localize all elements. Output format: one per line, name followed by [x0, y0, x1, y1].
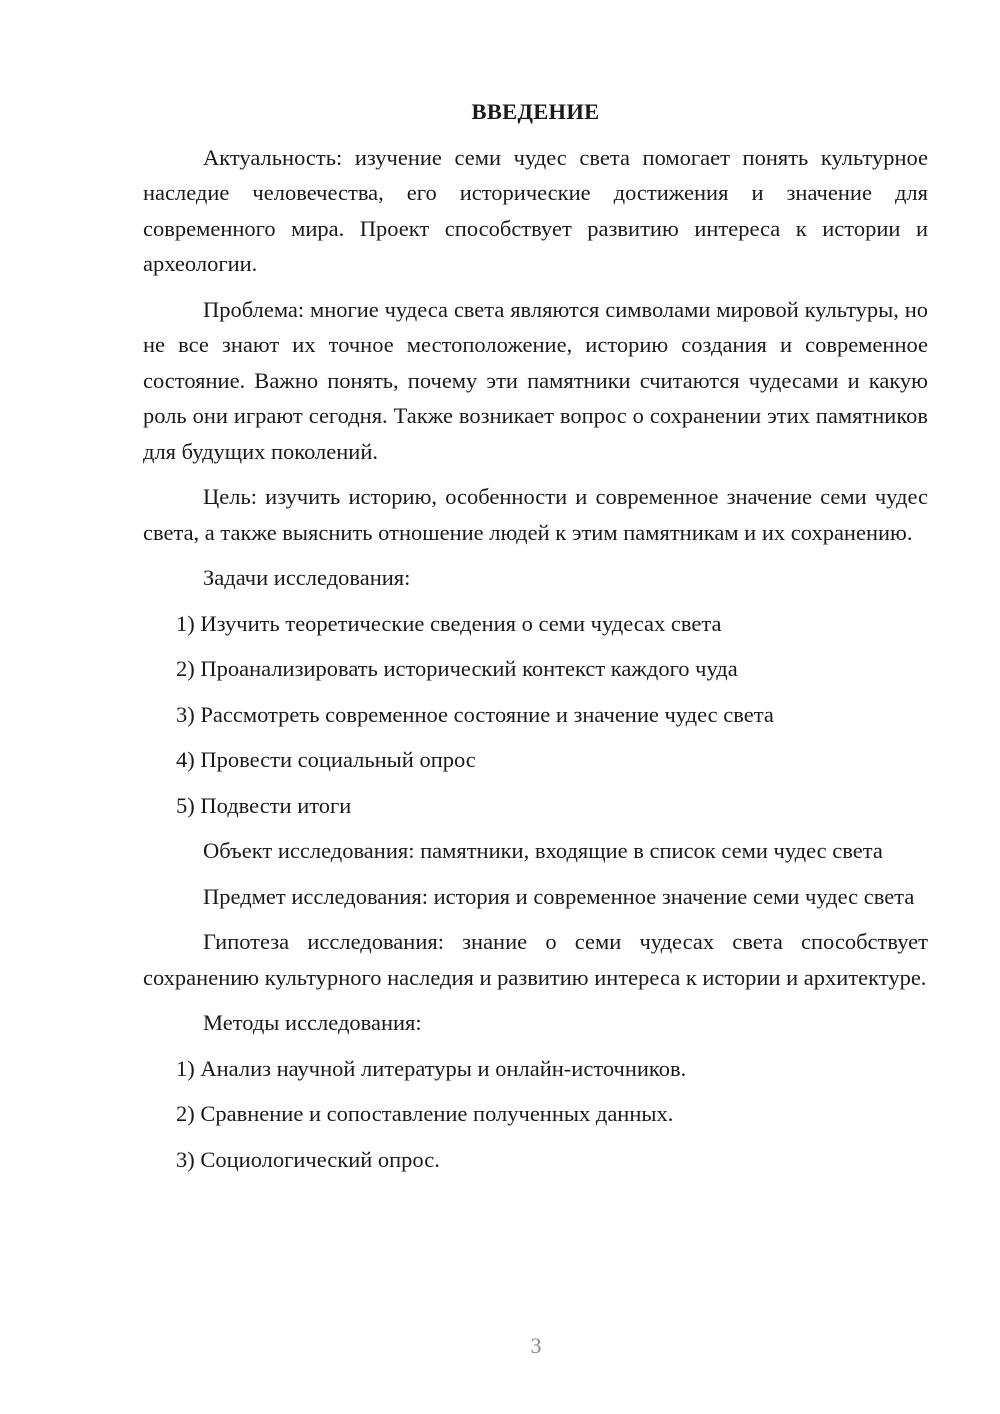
list-item: 2) Сравнение и сопоставление полученных данных. — [176, 1101, 674, 1126]
list-item: 4) Провести социальный опрос — [176, 747, 476, 772]
subject-paragraph: Предмет исследования: история и современное значение семи чудес света — [203, 883, 915, 909]
list-item: 5) Подвести итоги — [176, 792, 352, 818]
list-item: 1) Изучить теоретические сведения о семи чудесах света — [176, 610, 722, 636]
tasks-list — [143, 606, 928, 824]
page-content — [143, 94, 928, 1187]
list-item: 3) Социологический опрос. — [176, 1146, 440, 1172]
methods-list — [143, 1051, 928, 1178]
page-number: 3 — [530, 1333, 542, 1358]
object-paragraph: Объект исследования: памятники, входящие в список семи чудес света — [203, 838, 883, 863]
hypothesis-paragraph: Гипотеза исследования: знание о семи чудесах света способствует сохранению культурного наследия и развитию интереса к истории и архитектуре. — [143, 929, 928, 990]
section-title: ВВЕДЕНИЕ — [471, 99, 600, 124]
list-item: 3) Рассмотреть современное состояние и значение чудес света — [176, 701, 774, 727]
tasks-heading: Задачи исследования: — [203, 565, 411, 590]
list-item: 2) Проанализировать исторический контекст каждого чуда — [176, 656, 738, 681]
list-item: 1) Анализ научной литературы и онлайн-источников. — [176, 1055, 687, 1081]
goal-paragraph: Цель: изучить историю, особенности и современное значение семи чудес света, а также выяснить отношение людей к этим памятникам и их сохранению. — [143, 484, 928, 545]
problem-paragraph: Проблема: многие чудеса света являются символами мировой культуры, но не все знают их точное местоположение, историю создания и современное состояние. Важно понять, почему эти памятники считаются чудесами и какую роль они играют сегодня. Также возникает вопрос о сохранении этих памятников для будущих поколений. — [143, 296, 928, 464]
methods-heading: Методы исследования: — [203, 1010, 422, 1035]
relevance-paragraph: Актуальность: изучение семи чудес света помогает понять культурное наследие человечества, его исторические достижения и значение для современного мира. Проект способствует развитию интереса к истории и археологии. — [143, 144, 928, 276]
